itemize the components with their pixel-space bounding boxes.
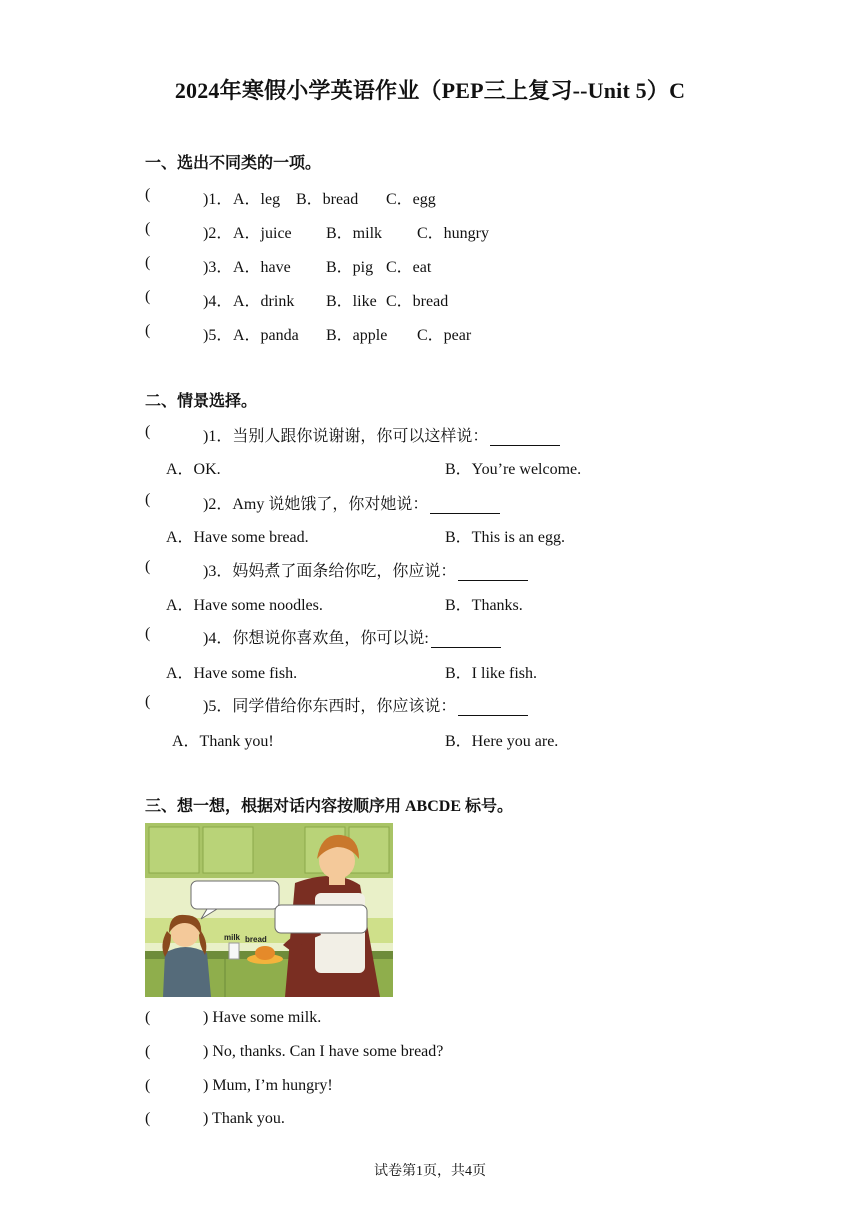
option-b: B．like <box>326 293 377 310</box>
answer-paren: ( <box>145 220 151 237</box>
dialogue-line: ) No, thanks. Can I have some bread? <box>203 1043 444 1060</box>
section3-heading: 三、想一想，根据对话内容按顺序用 ABCDE 标号。 <box>145 798 514 815</box>
option-b: B．This is an egg. <box>445 529 565 546</box>
question-number: )5． <box>203 698 233 715</box>
answer-paren: ( <box>145 625 151 642</box>
question-text: 妈妈煮了面条给你吃，你应说： <box>232 563 457 580</box>
question-number: )2． <box>203 496 233 513</box>
option-c: C．hungry <box>417 225 490 242</box>
kitchen-illustration <box>145 823 393 997</box>
option-a: A．Have some noodles. <box>166 597 323 614</box>
answer-paren: ( <box>145 1009 151 1026</box>
option-b: B．pig <box>326 259 374 276</box>
option-c: C．egg <box>386 191 436 208</box>
dialogue-line: ) Have some milk. <box>203 1009 322 1026</box>
answer-paren: ( <box>145 254 151 271</box>
question-text: 你想说你喜欢鱼，你可以说: <box>232 630 429 647</box>
bread-label: bread <box>245 935 267 944</box>
option-c: C．pear <box>417 327 472 344</box>
answer-blank[interactable] <box>430 497 500 514</box>
question-text: 同学借给你东西时，你应该说： <box>232 698 457 715</box>
answer-paren: ( <box>145 558 151 575</box>
question-number: )3． <box>203 563 233 580</box>
question-text: Amy 说她饿了，你对她说： <box>232 496 429 513</box>
option-a: A．drink <box>233 293 295 310</box>
option-a: A．Thank you! <box>172 733 274 750</box>
answer-blank[interactable] <box>490 429 560 446</box>
option-c: C．eat <box>386 259 432 276</box>
answer-paren: ( <box>145 693 151 710</box>
option-b: B．bread <box>296 191 359 208</box>
answer-blank[interactable] <box>431 631 501 648</box>
question-number: )2． <box>203 225 233 242</box>
answer-paren: ( <box>145 491 151 508</box>
dialogue-line: ) Thank you. <box>203 1110 285 1127</box>
answer-paren: ( <box>145 186 151 203</box>
answer-paren: ( <box>145 288 151 305</box>
option-b: B．apple <box>326 327 388 344</box>
option-b: B．You’re welcome. <box>445 461 582 478</box>
answer-paren: ( <box>145 1110 151 1127</box>
option-a: A．leg <box>233 191 281 208</box>
section2-heading: 二、情景选择。 <box>145 393 258 410</box>
kitchen-scene-image <box>145 823 393 997</box>
answer-blank[interactable] <box>458 699 528 716</box>
option-c: C．bread <box>386 293 449 310</box>
option-b: B．Thanks. <box>445 597 523 614</box>
option-a: A．juice <box>233 225 292 242</box>
section1-heading: 一、选出不同类的一项。 <box>145 155 322 172</box>
question-number: )4． <box>203 630 233 647</box>
option-b: B．I like fish. <box>445 665 537 682</box>
page-title: 2024年寒假小学英语作业（PEP三上复习--Unit 5）C <box>174 78 686 103</box>
option-a: A．panda <box>233 327 299 344</box>
answer-paren: ( <box>145 1043 151 1060</box>
question-text: 当别人跟你说谢谢，你可以这样说： <box>232 428 489 445</box>
question-number: )4． <box>203 293 233 310</box>
option-a: A．Have some fish. <box>166 665 298 682</box>
milk-label: milk <box>224 933 241 942</box>
option-b: B．milk <box>326 225 383 242</box>
option-a: A．OK. <box>166 461 221 478</box>
answer-paren: ( <box>145 322 151 339</box>
option-a: A．have <box>233 259 291 276</box>
option-b: B．Here you are. <box>445 733 559 750</box>
answer-paren: ( <box>145 1077 151 1094</box>
question-number: )1． <box>203 428 233 445</box>
answer-blank[interactable] <box>458 564 528 581</box>
option-a: A．Have some bread. <box>166 529 309 546</box>
question-number: )5． <box>203 327 233 344</box>
question-number: )3． <box>203 259 233 276</box>
dialogue-line: ) Mum, I’m hungry! <box>203 1077 333 1094</box>
question-number: )1． <box>203 191 233 208</box>
answer-paren: ( <box>145 423 151 440</box>
page-footer: 试卷第1页，共4页 <box>374 1164 486 1179</box>
